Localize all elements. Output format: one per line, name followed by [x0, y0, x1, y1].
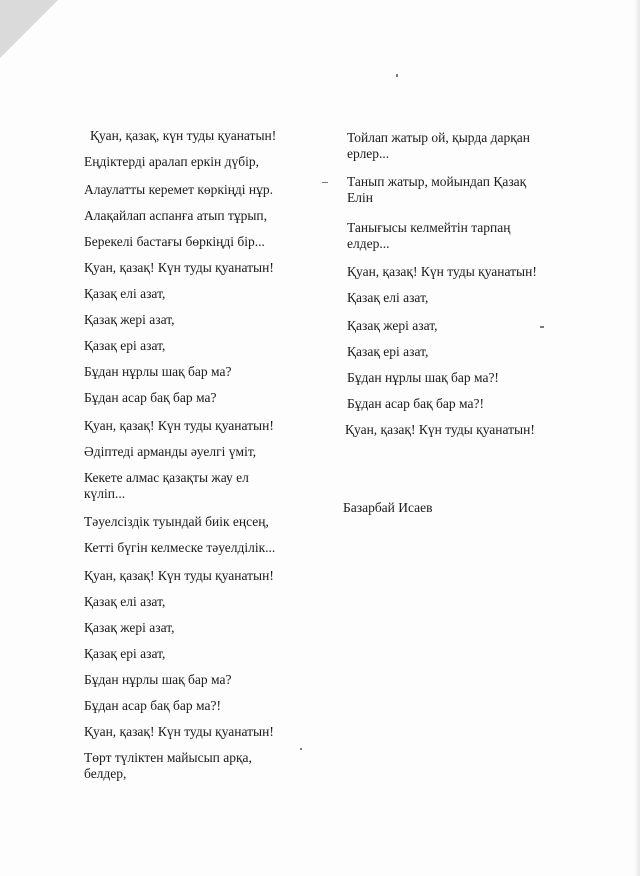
poem-line: Қазақ жері азат, [84, 620, 175, 635]
poem-line: Қазақ елі азат, [84, 594, 166, 609]
poem-line: Кетті бүгін келмеске тәуелділік... [84, 540, 276, 555]
poem-line: Танығысы келмейтін тарпаң елдер... [347, 220, 511, 251]
poem-line: Берекелі бастағы бөркіңді бір... [84, 234, 265, 249]
poem-line: Бұдан нұрлы шақ бар ма? [84, 672, 232, 687]
poem-line: Әдіптеді арманды әуелгі үміт, [84, 444, 257, 459]
poem-line: Қуан, қазақ! Күн туды қуанатын! [345, 422, 535, 437]
poem-line: Бұдан асар бақ бар ма?! [347, 396, 484, 411]
scan-speck [322, 182, 328, 183]
poem-line: Қазақ жері азат, [84, 312, 175, 327]
poem-line: Қазақ елі азат, [347, 290, 429, 305]
scan-speck [300, 748, 302, 750]
poem-line: Қуан, қазақ! Күн туды қуанатын! [84, 724, 274, 739]
poem-line: Қуан, қазақ! Күн туды қуанатын! [84, 418, 274, 433]
poem-line: Еңдіктерді аралап еркін дүбір, [84, 154, 259, 169]
folded-corner [0, 0, 58, 58]
poem-line: Кекете алмас қазақты жау ел күліп... [84, 470, 249, 501]
poem-line: Төрт түліктен майысып арқа, белдер, [84, 750, 252, 781]
poem-line: Бұдан нұрлы шақ бар ма?! [347, 370, 499, 385]
poem-line: Қазақ ері азат, [84, 646, 166, 661]
poem-line: Қазақ елі азат, [84, 286, 166, 301]
poem-line: Тойлап жатыр ой, қырда дарқан ерлер... [347, 130, 530, 161]
poem-line: Тәуелсіздік туындай биік еңсең, [84, 514, 269, 529]
poem-line: Алаулатты керемет көркіңді нұр. [84, 182, 274, 197]
poem-line: Бұдан асар бақ бар ма?! [84, 698, 221, 713]
author-name: Базарбай Исаев [343, 500, 433, 515]
page-edge-shadow [634, 0, 640, 876]
poem-line: Қазақ жері азат, [347, 318, 438, 333]
poem-line: Қазақ ері азат, [347, 344, 429, 359]
poem-line: Қуан, қазақ! Күн туды қуанатын! [84, 260, 274, 275]
poem-line: Бұдан нұрлы шақ бар ма? [84, 364, 232, 379]
poem-line: Қазақ ері азат, [84, 338, 166, 353]
poem-line: Бұдан асар бақ бар ма? [84, 390, 217, 405]
poem-line: Қуан, қазақ, күн туды қуанатын! [90, 128, 277, 143]
poem-line: Қуан, қазақ! Күн туды қуанатын! [84, 568, 274, 583]
poem-line: Танып жатыр, мойындап Қазақ Елін [347, 174, 527, 205]
poem-line: Қуан, қазақ! Күн туды қуанатын! [347, 264, 537, 279]
scan-speck [396, 74, 398, 77]
poem-line: Алақайлап аспанға атып тұрып, [84, 208, 268, 223]
